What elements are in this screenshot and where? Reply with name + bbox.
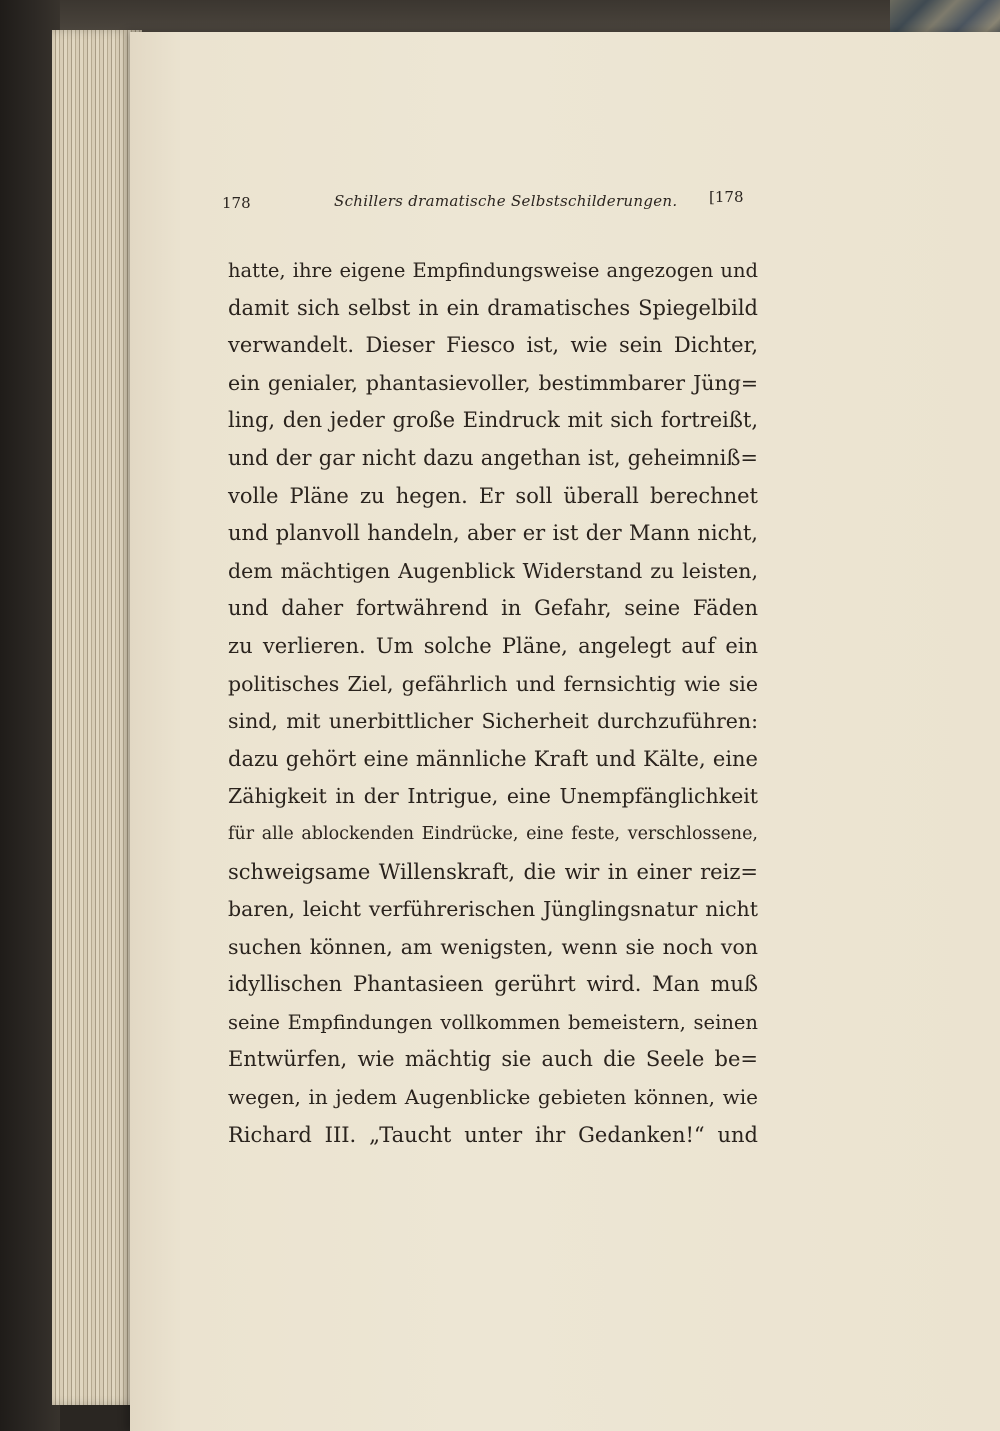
running-title: Schillers dramatische Selbstschilderungen.: [334, 192, 678, 210]
page-number-left: 178: [222, 194, 251, 212]
text-line: ling, den jeder große Eindruck mit sich fortreißt,: [228, 408, 758, 433]
text-line: zu verlieren. Um solche Pläne, angelegt auf ein: [228, 633, 758, 658]
body-text: [228, 252, 758, 1154]
text-line: wegen, in jedem Augenblicke gebieten können, wie: [228, 1085, 758, 1110]
text-line: Entwürfen, wie mächtig sie auch die Seele be=: [228, 1047, 758, 1072]
text-line: Richard III. „Taucht unter ihr Gedanken!“ und: [228, 1122, 758, 1147]
text-line: für alle ablockenden Eindrücke, eine feste, verschlossene,: [228, 823, 758, 844]
text-line: damit sich selbst in ein dramatisches Spiegelbild: [228, 295, 758, 320]
text-line: baren, leicht verführerischen Jünglingsnatur nicht: [228, 897, 758, 922]
text-line: volle Pläne zu hegen. Er soll überall berechnet: [228, 483, 758, 508]
text-line: politisches Ziel, gefährlich und fernsichtig wie sie: [228, 671, 758, 696]
text-line: ein genialer, phantasievoller, bestimmbarer Jüng=: [228, 370, 758, 395]
text-line: hatte, ihre eigene Empfindungsweise angezogen und: [228, 259, 758, 282]
text-line: dem mächtigen Augenblick Widerstand zu leisten,: [228, 558, 758, 583]
text-line: und der gar nicht dazu angethan ist, geheimniß=: [228, 445, 758, 470]
text-line: sind, mit unerbittlicher Sicherheit durchzuführen:: [228, 709, 758, 734]
text-line: verwandelt. Dieser Fiesco ist, wie sein Dichter,: [228, 333, 758, 358]
text-line: und daher fortwährend in Gefahr, seine Fäden: [228, 596, 758, 621]
page-edges: [52, 30, 142, 1405]
book-cover-edge: [0, 0, 60, 1431]
text-line: dazu gehört eine männliche Kraft und Kälte, eine: [228, 746, 758, 771]
text-line: Zähigkeit in der Intrigue, eine Unempfänglichkeit: [228, 784, 758, 809]
page-number-right: [178: [709, 188, 744, 206]
running-header: [222, 188, 762, 218]
text-line: seine Empfindungen vollkommen bemeistern, seinen: [228, 1010, 758, 1034]
text-line: schweigsame Willenskraft, die wir in einer reiz=: [228, 859, 758, 884]
text-line: idyllischen Phantasieen gerührt wird. Man muß: [228, 972, 758, 997]
text-line: und planvoll handeln, aber er ist der Mann nicht,: [228, 521, 758, 546]
text-line: suchen können, am wenigsten, wenn sie noch von: [228, 934, 758, 959]
book-top-edge: [60, 0, 1000, 34]
